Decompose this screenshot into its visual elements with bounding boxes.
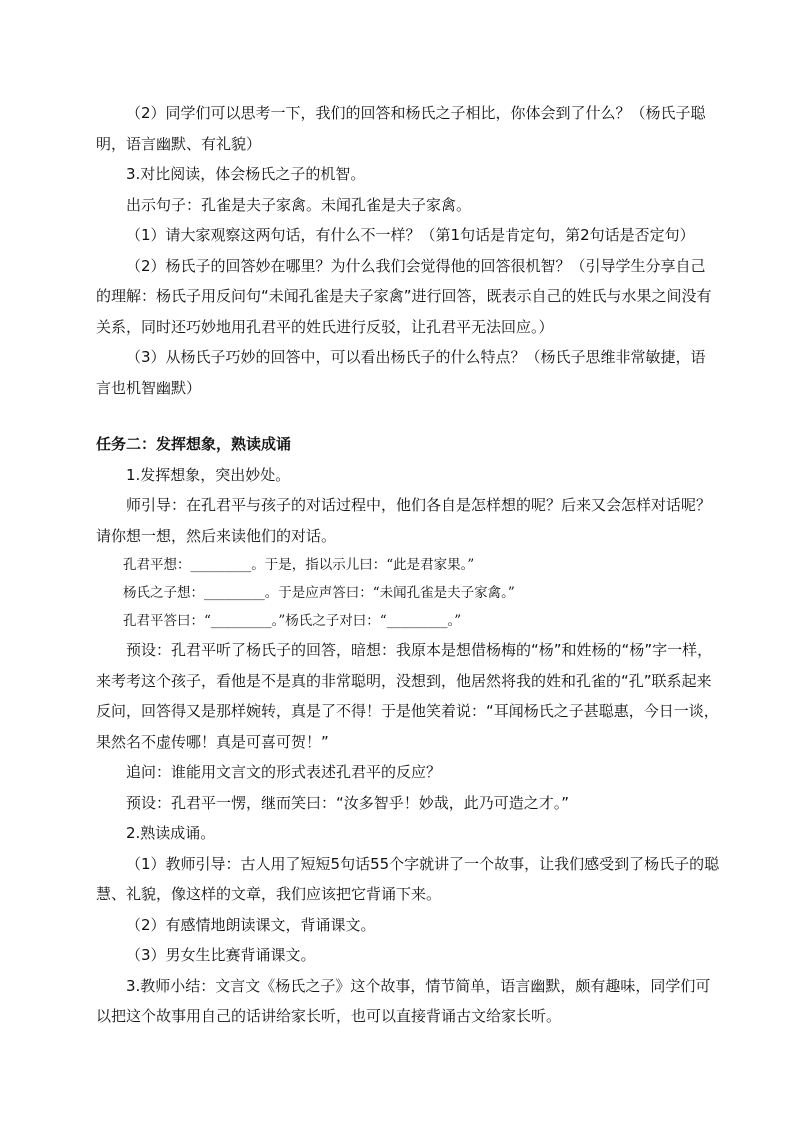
dialogue-line-1: 孔君平想：_________。于是，指以示儿曰：“此是君家果。” — [123, 557, 475, 573]
document-body — [96, 98, 720, 1032]
paragraph-recite: 2.熟读成诵。 — [126, 824, 216, 842]
paragraph-show-sentence: 出示句子：孔雀是夫子家禽。未闻孔雀是夫子家禽。 — [126, 195, 472, 214]
task-two-heading: 任务二：发挥想象，熟读成诵 — [96, 435, 292, 453]
paragraph-imagine: 1.发挥想象，突出妙处。 — [126, 465, 291, 484]
paragraph-competition: （3）男女生比赛背诵课文。 — [126, 946, 316, 964]
paragraph-teacher-lead: （1）教师引导：古人用了短短5句话55个字就讲了一个故事，让我们感受到了杨氏子的聪慧、礼貌，像这样的文章，我们应该把它背诵下来。 — [96, 854, 720, 903]
paragraph-preset-1: 预设：孔君平听了杨氏子的回答，暗想：我原本是想借杨梅的“杨”和姓杨的“杨”字一样，来考考这个孩子，看他是不是真的非常聪明，没想到，他居然将我的姓和孔雀的“孔”联系起来反问，回答得又是那样婉转，真是了不得！于是他笑着说：“耳闻杨氏之子甚聪惠，今日一谈，果然名不虚传哪！真是可喜可贺！” — [96, 641, 719, 751]
paragraph-follow-up: 追问：谁能用文言文的形式表述孔君平的反应？ — [126, 763, 442, 781]
paragraph-read-aloud: （2）有感情地朗读课文，背诵课文。 — [126, 915, 376, 934]
paragraph-clever-answer: （2）杨氏子的回答妙在哪里？为什么我们会觉得他的回答很机智？（引导学生分享自己的理解：杨氏子用反问句“未闻孔雀是夫子家禽”进行回答，既表示自己的姓氏与水果之间没有关系，同时还巧妙地用孔君平的姓氏进行反驳，让孔君平无法回应。） — [96, 256, 712, 336]
section-gap — [96, 403, 720, 429]
paragraph-section-3: 3.对比阅读，体会杨氏之子的机智。 — [126, 165, 366, 183]
paragraph-observe: （1）请大家观察这两句话，有什么不一样？（第1句话是肯定句，第2句话是否定句） — [126, 226, 695, 244]
paragraph-question-2: （2）同学们可以思考一下，我们的回答和杨氏之子相比，你体会到了什么？（杨氏子聪明，语言幽默、有礼貌） — [96, 104, 706, 153]
dialogue-line-2: 杨氏之子想：_________。于是应声答曰：“未闻孔雀是夫子家禽。” — [123, 585, 515, 601]
dialogue-line-3: 孔君平答曰：“_________。”杨氏之子对曰：“_________。” — [123, 613, 462, 629]
paragraph-summary: 3.教师小结：文言文《杨氏之子》这个故事，情节简单，语言幽默，颇有趣味，同学们可以把这个故事用自己的话讲给家长听，也可以直接背诵古文给家长听。 — [96, 976, 711, 1025]
paragraph-trait: （3）从杨氏子巧妙的回答中，可以看出杨氏子的什么特点？（杨氏子思维非常敏捷，语言也机智幽默） — [96, 348, 706, 397]
paragraph-teacher-guide: 师引导：在孔君平与孩子的对话过程中，他们各自是怎样想的呢？后来又会怎样对话呢？请你想一想，然后来读他们的对话。 — [96, 496, 712, 545]
paragraph-preset-2: 预设：孔君平一愣，继而笑曰：“汝多智乎！妙哉，此乃可造之才。” — [126, 793, 570, 812]
